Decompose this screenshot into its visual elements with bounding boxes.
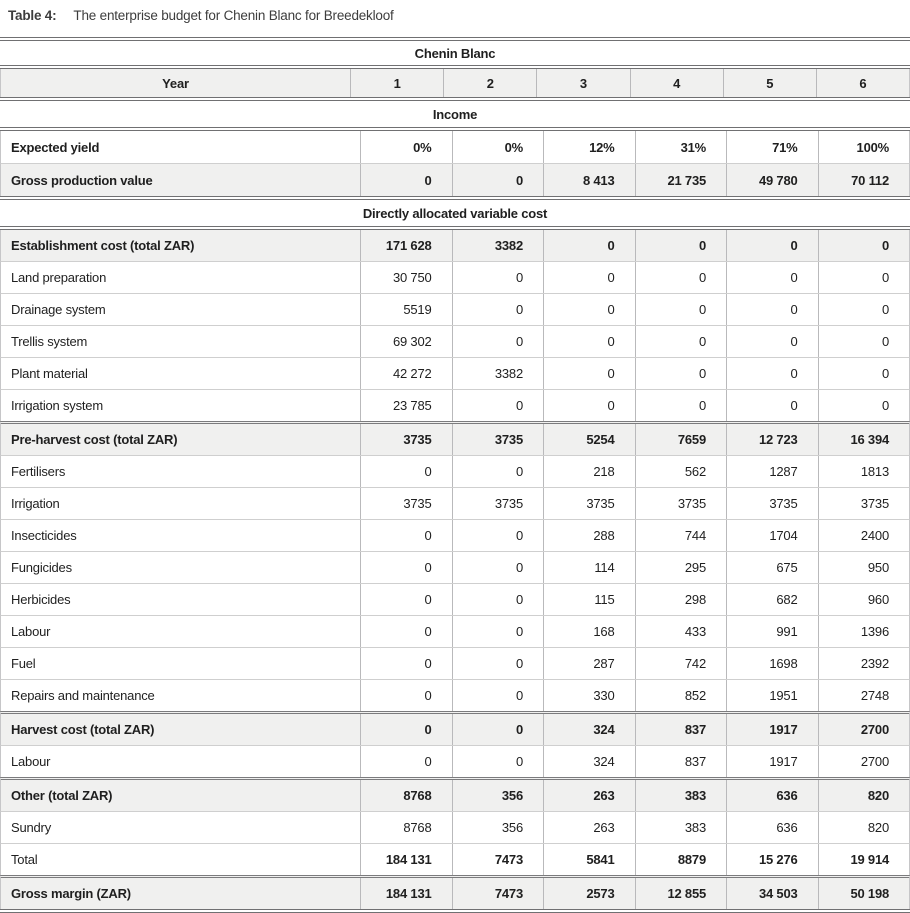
row-label: Gross production value bbox=[11, 172, 153, 188]
table-row bbox=[0, 551, 910, 583]
cell-year-2: 0 bbox=[452, 616, 544, 647]
cell-year-1: 0 bbox=[360, 714, 452, 745]
table-row bbox=[0, 357, 910, 389]
table-row bbox=[0, 583, 910, 615]
year-header-label: Year bbox=[162, 75, 189, 91]
table-row bbox=[0, 615, 910, 647]
cell-year-1: 30 750 bbox=[360, 262, 452, 293]
cell-year-3: 324 bbox=[543, 714, 635, 745]
cell-year-1: 0% bbox=[360, 131, 452, 163]
cell-year-4: 0 bbox=[635, 326, 727, 357]
cell-year-2: 0 bbox=[452, 714, 544, 745]
row-label: Irrigation bbox=[11, 496, 60, 511]
cell-year-5: 1917 bbox=[726, 746, 818, 777]
cell-year-3: 218 bbox=[543, 456, 635, 487]
cell-year-3: 5254 bbox=[543, 424, 635, 455]
cell-year-1: 171 628 bbox=[360, 230, 452, 261]
cell-year-6: 0 bbox=[818, 230, 910, 261]
table-row bbox=[0, 389, 910, 421]
cell-year-4: 837 bbox=[635, 714, 727, 745]
cell-year-2: 0 bbox=[452, 552, 544, 583]
cell-year-2: 3382 bbox=[452, 230, 544, 261]
cell-year-3: 0 bbox=[543, 326, 635, 357]
cell-year-1: 184 131 bbox=[360, 844, 452, 875]
table-row bbox=[0, 811, 910, 843]
cell-year-6: 0 bbox=[818, 294, 910, 325]
table-caption-text: The enterprise budget for Chenin Blanc for Breedekloof bbox=[73, 8, 394, 23]
section-rows bbox=[0, 131, 910, 196]
table-row bbox=[0, 261, 910, 293]
cell-year-2: 0 bbox=[452, 326, 544, 357]
row-label: Land preparation bbox=[11, 270, 107, 285]
cell-year-6: 0 bbox=[818, 390, 910, 421]
cell-year-5: 1704 bbox=[726, 520, 818, 551]
cell-year-6: 1813 bbox=[818, 456, 910, 487]
cell-year-1: 8768 bbox=[360, 812, 452, 843]
section-header-row bbox=[0, 200, 910, 226]
cell-year-6: 0 bbox=[818, 358, 910, 389]
cell-year-2: 7473 bbox=[452, 844, 544, 875]
cell-year-2: 0 bbox=[452, 520, 544, 551]
section-header-label: Directly allocated variable cost bbox=[362, 205, 548, 221]
cell-year-6: 16 394 bbox=[818, 424, 910, 455]
row-label: Other (total ZAR) bbox=[11, 788, 113, 803]
cell-year-6: 100% bbox=[818, 131, 910, 163]
cell-year-5: 0 bbox=[726, 294, 818, 325]
cell-year-5: 1917 bbox=[726, 714, 818, 745]
table-row bbox=[0, 131, 910, 163]
table-row bbox=[0, 455, 910, 487]
cell-year-6: 3735 bbox=[818, 488, 910, 519]
row-label: Trellis system bbox=[11, 334, 88, 349]
cell-year-3: 288 bbox=[543, 520, 635, 551]
cell-year-2: 0 bbox=[452, 390, 544, 421]
cell-year-3: 263 bbox=[543, 812, 635, 843]
cell-year-4: 0 bbox=[635, 294, 727, 325]
cell-year-3: 0 bbox=[543, 294, 635, 325]
cell-year-3: 0 bbox=[543, 230, 635, 261]
cell-year-5: 675 bbox=[726, 552, 818, 583]
year-col-2: 2 bbox=[443, 69, 536, 97]
cell-year-6: 960 bbox=[818, 584, 910, 615]
divider-double bbox=[0, 909, 910, 913]
cell-year-1: 5519 bbox=[360, 294, 452, 325]
cell-year-3: 12% bbox=[543, 131, 635, 163]
table-row bbox=[0, 230, 910, 261]
row-label: Drainage system bbox=[11, 302, 106, 317]
cell-year-2: 0 bbox=[452, 584, 544, 615]
cell-year-1: 23 785 bbox=[360, 390, 452, 421]
cell-year-5: 0 bbox=[726, 262, 818, 293]
year-col-1: 1 bbox=[350, 69, 443, 97]
cell-year-3: 115 bbox=[543, 584, 635, 615]
cell-year-4: 837 bbox=[635, 746, 727, 777]
cell-year-2: 3735 bbox=[452, 424, 544, 455]
cell-year-2: 0 bbox=[452, 680, 544, 711]
cell-year-4: 12 855 bbox=[635, 878, 727, 909]
cell-year-1: 3735 bbox=[360, 488, 452, 519]
cell-year-3: 168 bbox=[543, 616, 635, 647]
cell-year-4: 562 bbox=[635, 456, 727, 487]
cell-year-1: 0 bbox=[360, 552, 452, 583]
cell-year-2: 0 bbox=[452, 456, 544, 487]
row-label: Pre-harvest cost (total ZAR) bbox=[11, 432, 178, 447]
cell-year-1: 0 bbox=[360, 616, 452, 647]
cell-year-6: 19 914 bbox=[818, 844, 910, 875]
cell-year-1: 69 302 bbox=[360, 326, 452, 357]
cell-year-2: 3382 bbox=[452, 358, 544, 389]
cell-year-6: 2700 bbox=[818, 746, 910, 777]
section-rows bbox=[0, 230, 910, 909]
table-row bbox=[0, 875, 910, 909]
cell-year-3: 0 bbox=[543, 390, 635, 421]
table-group-header-label: Chenin Blanc bbox=[414, 45, 496, 61]
table-body bbox=[0, 101, 910, 913]
cell-year-4: 0 bbox=[635, 230, 727, 261]
row-label: Plant material bbox=[11, 366, 88, 381]
cell-year-3: 0 bbox=[543, 358, 635, 389]
cell-year-2: 356 bbox=[452, 780, 544, 811]
cell-year-6: 70 112 bbox=[818, 164, 910, 196]
cell-year-5: 682 bbox=[726, 584, 818, 615]
cell-year-5: 3735 bbox=[726, 488, 818, 519]
cell-year-5: 636 bbox=[726, 780, 818, 811]
cell-year-3: 2573 bbox=[543, 878, 635, 909]
cell-year-5: 15 276 bbox=[726, 844, 818, 875]
cell-year-6: 820 bbox=[818, 812, 910, 843]
cell-year-4: 852 bbox=[635, 680, 727, 711]
cell-year-1: 0 bbox=[360, 520, 452, 551]
cell-year-3: 330 bbox=[543, 680, 635, 711]
table-row bbox=[0, 679, 910, 711]
table-row bbox=[0, 487, 910, 519]
row-label: Gross margin (ZAR) bbox=[11, 886, 131, 901]
cell-year-5: 636 bbox=[726, 812, 818, 843]
row-label: Irrigation system bbox=[11, 398, 103, 413]
cell-year-5: 991 bbox=[726, 616, 818, 647]
row-label: Insecticides bbox=[11, 528, 77, 543]
cell-year-3: 287 bbox=[543, 648, 635, 679]
row-label: Herbicides bbox=[11, 592, 71, 607]
table-row bbox=[0, 647, 910, 679]
cell-year-3: 0 bbox=[543, 262, 635, 293]
row-label: Fungicides bbox=[11, 560, 72, 575]
cell-year-6: 820 bbox=[818, 780, 910, 811]
cell-year-6: 0 bbox=[818, 326, 910, 357]
year-col-5: 5 bbox=[723, 69, 816, 97]
cell-year-2: 0 bbox=[452, 746, 544, 777]
cell-year-5: 0 bbox=[726, 230, 818, 261]
cell-year-4: 295 bbox=[635, 552, 727, 583]
cell-year-5: 0 bbox=[726, 390, 818, 421]
row-label: Harvest cost (total ZAR) bbox=[11, 722, 155, 737]
cell-year-1: 0 bbox=[360, 164, 452, 196]
cell-year-4: 8879 bbox=[635, 844, 727, 875]
cell-year-4: 433 bbox=[635, 616, 727, 647]
row-label: Establishment cost (total ZAR) bbox=[11, 238, 195, 253]
cell-year-5: 12 723 bbox=[726, 424, 818, 455]
cell-year-1: 0 bbox=[360, 584, 452, 615]
row-label: Sundry bbox=[11, 820, 51, 835]
cell-year-6: 2392 bbox=[818, 648, 910, 679]
cell-year-1: 42 272 bbox=[360, 358, 452, 389]
section-header-row bbox=[0, 101, 910, 127]
cell-year-6: 0 bbox=[818, 262, 910, 293]
cell-year-6: 1396 bbox=[818, 616, 910, 647]
row-label: Labour bbox=[11, 754, 51, 769]
table-row bbox=[0, 325, 910, 357]
table-caption bbox=[0, 0, 910, 37]
cell-year-4: 0 bbox=[635, 358, 727, 389]
cell-year-6: 2400 bbox=[818, 520, 910, 551]
row-label: Expected yield bbox=[11, 139, 100, 155]
year-col-4: 4 bbox=[630, 69, 723, 97]
cell-year-2: 3735 bbox=[452, 488, 544, 519]
cell-year-2: 0 bbox=[452, 648, 544, 679]
year-col-3: 3 bbox=[536, 69, 629, 97]
cell-year-1: 0 bbox=[360, 456, 452, 487]
cell-year-1: 184 131 bbox=[360, 878, 452, 909]
year-col-6: 6 bbox=[816, 69, 909, 97]
cell-year-3: 263 bbox=[543, 780, 635, 811]
cell-year-1: 0 bbox=[360, 746, 452, 777]
cell-year-5: 0 bbox=[726, 358, 818, 389]
cell-year-6: 2700 bbox=[818, 714, 910, 745]
table-row bbox=[0, 745, 910, 777]
table-row bbox=[0, 163, 910, 196]
row-label: Fuel bbox=[11, 656, 36, 671]
cell-year-4: 383 bbox=[635, 780, 727, 811]
cell-year-5: 71% bbox=[726, 131, 818, 163]
table-row bbox=[0, 711, 910, 745]
cell-year-5: 34 503 bbox=[726, 878, 818, 909]
cell-year-5: 1951 bbox=[726, 680, 818, 711]
cell-year-2: 0% bbox=[452, 131, 544, 163]
cell-year-1: 3735 bbox=[360, 424, 452, 455]
cell-year-3: 324 bbox=[543, 746, 635, 777]
table-row bbox=[0, 519, 910, 551]
table-caption-label: Table 4: bbox=[8, 8, 57, 23]
cell-year-2: 0 bbox=[452, 294, 544, 325]
row-label: Total bbox=[11, 852, 38, 867]
cell-year-4: 0 bbox=[635, 390, 727, 421]
cell-year-4: 7659 bbox=[635, 424, 727, 455]
cell-year-4: 3735 bbox=[635, 488, 727, 519]
cell-year-4: 21 735 bbox=[635, 164, 727, 196]
cell-year-1: 8768 bbox=[360, 780, 452, 811]
cell-year-5: 1287 bbox=[726, 456, 818, 487]
cell-year-3: 114 bbox=[543, 552, 635, 583]
table-row bbox=[0, 293, 910, 325]
cell-year-6: 950 bbox=[818, 552, 910, 583]
cell-year-5: 1698 bbox=[726, 648, 818, 679]
row-label: Fertilisers bbox=[11, 464, 66, 479]
cell-year-2: 356 bbox=[452, 812, 544, 843]
cell-year-4: 0 bbox=[635, 262, 727, 293]
cell-year-6: 50 198 bbox=[818, 878, 910, 909]
cell-year-2: 7473 bbox=[452, 878, 544, 909]
cell-year-6: 2748 bbox=[818, 680, 910, 711]
row-label: Repairs and maintenance bbox=[11, 688, 155, 703]
table-row bbox=[0, 843, 910, 875]
table-row bbox=[0, 777, 910, 811]
cell-year-4: 31% bbox=[635, 131, 727, 163]
cell-year-3: 5841 bbox=[543, 844, 635, 875]
cell-year-3: 3735 bbox=[543, 488, 635, 519]
cell-year-2: 0 bbox=[452, 262, 544, 293]
cell-year-4: 744 bbox=[635, 520, 727, 551]
table-group-header-row bbox=[0, 41, 910, 65]
cell-year-3: 8 413 bbox=[543, 164, 635, 196]
cell-year-2: 0 bbox=[452, 164, 544, 196]
section-header-label: Income bbox=[432, 106, 478, 122]
cell-year-1: 0 bbox=[360, 648, 452, 679]
cell-year-5: 0 bbox=[726, 326, 818, 357]
year-header-row bbox=[0, 69, 910, 97]
cell-year-4: 298 bbox=[635, 584, 727, 615]
cell-year-4: 383 bbox=[635, 812, 727, 843]
table-row bbox=[0, 421, 910, 455]
row-label: Labour bbox=[11, 624, 51, 639]
cell-year-4: 742 bbox=[635, 648, 727, 679]
cell-year-5: 49 780 bbox=[726, 164, 818, 196]
cell-year-1: 0 bbox=[360, 680, 452, 711]
